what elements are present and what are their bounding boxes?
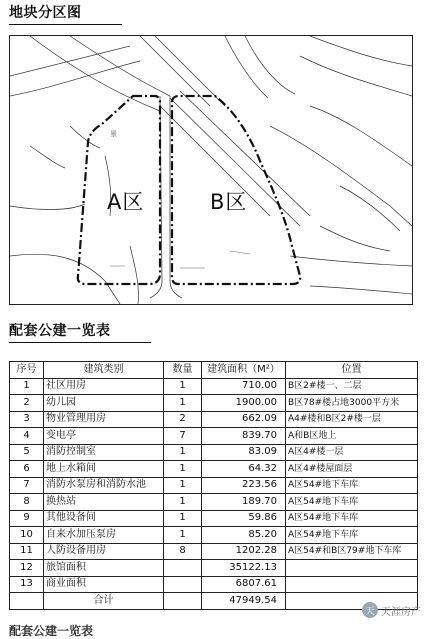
cell-category: 地上水箱间 <box>44 461 164 478</box>
cell-area: 710.00 <box>202 378 286 395</box>
cell-no: 1 <box>10 378 44 395</box>
cell-position: A区54#和B区79#地下车库 <box>286 543 418 560</box>
table-row <box>10 477 418 494</box>
cell-no: 4 <box>10 428 44 445</box>
cell-area: 83.09 <box>202 444 286 461</box>
cell-position: B区2#楼一、二层 <box>286 378 418 395</box>
zone-b-label: B区 <box>210 190 248 214</box>
cell-category: 商业面积 <box>44 576 164 593</box>
cell-category: 自来水加压泵房 <box>44 527 164 544</box>
header-quantity: 数量 <box>164 362 202 379</box>
cell-position: A区54#地下车库 <box>286 510 418 527</box>
cell-quantity: 2 <box>164 411 202 428</box>
cell-area: 59.86 <box>202 510 286 527</box>
cell-quantity: 1 <box>164 444 202 461</box>
cell-no: 2 <box>10 395 44 412</box>
cell-quantity: 7 <box>164 428 202 445</box>
cell-quantity: 1 <box>164 494 202 511</box>
title-underline <box>9 342 151 343</box>
cell-quantity: 1 <box>164 510 202 527</box>
zoning-map <box>9 35 413 305</box>
table-total-row <box>10 593 418 610</box>
cell-position <box>286 576 418 593</box>
cell-quantity: 1 <box>164 461 202 478</box>
cell-no: 6 <box>10 461 44 478</box>
cell-category: 旅馆面积 <box>44 560 164 577</box>
table-row <box>10 378 418 395</box>
cell-position <box>286 560 418 577</box>
title-underline <box>9 24 122 25</box>
table-row <box>10 461 418 478</box>
cell-quantity <box>164 560 202 577</box>
cell-quantity <box>164 593 202 610</box>
cell-category: 其他设备间 <box>44 510 164 527</box>
cell-position: A区54#地下车库 <box>286 477 418 494</box>
cell-position: A和B区地上 <box>286 428 418 445</box>
cell-category: 物业管理用房 <box>44 411 164 428</box>
cell-position: A4#楼和B区2#楼一层 <box>286 411 418 428</box>
cell-quantity: 1 <box>164 395 202 412</box>
map-section-title: 地块分区图 <box>9 2 82 22</box>
table-row <box>10 560 418 577</box>
cell-category: 消防控制室 <box>44 444 164 461</box>
cell-quantity: 1 <box>164 378 202 395</box>
total-label: 合计 <box>44 593 164 610</box>
table-header-row <box>10 362 418 379</box>
next-section-title-cutoff: 配套公建一览表 <box>9 624 94 638</box>
table-row <box>10 428 418 445</box>
cell-area: 85.20 <box>202 527 286 544</box>
watermark <box>362 602 421 618</box>
zone-a-label: A区 <box>107 190 145 214</box>
cell-category: 变电亭 <box>44 428 164 445</box>
cell-category: 人防设备用房 <box>44 543 164 560</box>
cell-area: 6807.61 <box>202 576 286 593</box>
cell-quantity <box>164 576 202 593</box>
cell-no: 8 <box>10 494 44 511</box>
cell-no: 5 <box>10 444 44 461</box>
table-row <box>10 411 418 428</box>
watermark-logo-icon: 天 <box>362 602 378 618</box>
header-area: 建筑面积（M²） <box>202 362 286 379</box>
header-category: 建筑类别 <box>44 362 164 379</box>
table-row <box>10 395 418 412</box>
map-mark: 景 <box>110 130 117 138</box>
cell-position: A区54#地下车库 <box>286 494 418 511</box>
cell-position: B区78#楼占地3000平方米 <box>286 395 418 412</box>
cell-quantity: 1 <box>164 477 202 494</box>
table-row <box>10 510 418 527</box>
cell-no: 13 <box>10 576 44 593</box>
table-row <box>10 543 418 560</box>
cell-area: 35122.13 <box>202 560 286 577</box>
cell-position: A区4#楼屋面层 <box>286 461 418 478</box>
cell-category: 幼儿园 <box>44 395 164 412</box>
cell-quantity: 8 <box>164 543 202 560</box>
cell-area: 1202.28 <box>202 543 286 560</box>
cell-area: 189.70 <box>202 494 286 511</box>
cell-no: 11 <box>10 543 44 560</box>
header-position: 位置 <box>286 362 418 379</box>
table-row <box>10 527 418 544</box>
cell-position: A区54#地下车库 <box>286 527 418 544</box>
cell-area: 1900.00 <box>202 395 286 412</box>
cell-area: 839.70 <box>202 428 286 445</box>
cell-position: A区4#楼一层 <box>286 444 418 461</box>
facility-table <box>9 361 418 610</box>
table-row <box>10 576 418 593</box>
cell-area: 223.56 <box>202 477 286 494</box>
cell-no <box>10 593 44 610</box>
cell-category: 社区用房 <box>44 378 164 395</box>
cell-area: 64.32 <box>202 461 286 478</box>
table-row <box>10 494 418 511</box>
table-row <box>10 444 418 461</box>
cell-category: 换热站 <box>44 494 164 511</box>
cell-no: 12 <box>10 560 44 577</box>
table-section-title: 配套公建一览表 <box>9 320 111 340</box>
cell-no: 7 <box>10 477 44 494</box>
cell-no: 9 <box>10 510 44 527</box>
map-drawing <box>10 36 412 304</box>
cell-area: 662.09 <box>202 411 286 428</box>
total-area: 47949.54 <box>202 593 286 610</box>
cell-no: 10 <box>10 527 44 544</box>
cell-quantity: 1 <box>164 527 202 544</box>
cell-no: 3 <box>10 411 44 428</box>
cell-category: 消防水泵房和消防水池 <box>44 477 164 494</box>
watermark-text: 天涯房产 <box>381 606 421 618</box>
header-no: 序号 <box>10 362 44 379</box>
